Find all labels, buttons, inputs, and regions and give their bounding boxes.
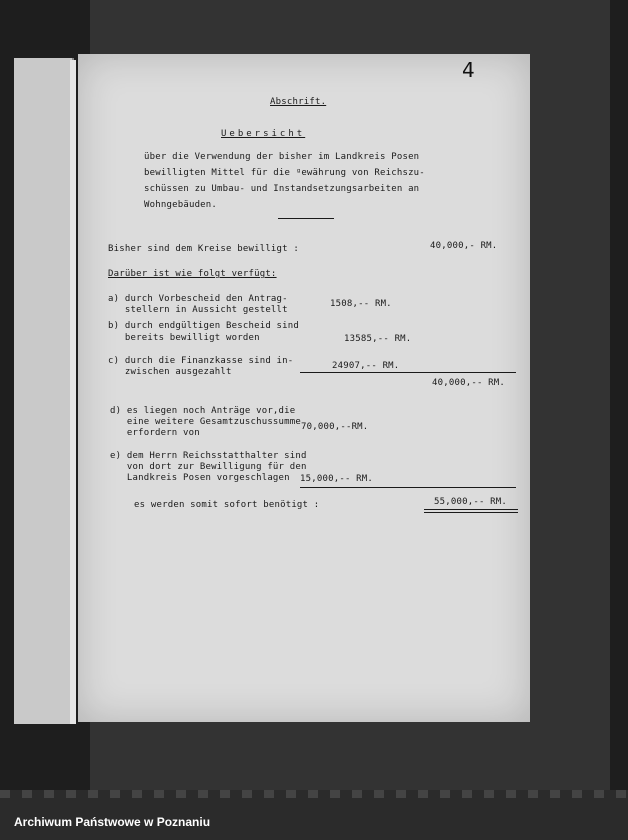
needed-value: 55,000,-- RM. (434, 497, 508, 507)
item-e-line-1: e) dem Herrn Reichsstatthalter sind (110, 451, 307, 461)
intro-line-4: Wohngebäuden. (144, 200, 218, 210)
document-page (78, 54, 530, 722)
item-e-line-3: Landkreis Posen vorgeschlagen (110, 473, 290, 483)
heading: Abschrift. (270, 97, 327, 107)
item-c-line-1: c) durch die Finanzkasse sind in- (108, 356, 294, 366)
item-c-line-2: zwischen ausgezahlt (108, 367, 232, 377)
total-value: 40,000,- RM. (430, 241, 498, 251)
item-d-amount: 70,000,--RM. (301, 422, 369, 432)
item-b-line-2: bereits bewilligt worden (108, 333, 260, 343)
item-b-amount: 13585,-- RM. (344, 334, 412, 344)
item-e-underline (300, 487, 516, 488)
item-e-amount: 15,000,-- RM. (300, 474, 374, 484)
intro-line-3: schüssen zu Umbau- und Instandsetzungsarbeiten an (144, 184, 420, 194)
separator-line (278, 218, 334, 219)
left-page-edge (14, 58, 74, 724)
page-number: 4 (462, 58, 475, 82)
film-strip-edge (0, 790, 628, 798)
intro-line-1: über die Verwendung der bisher im Landkreis Posen (144, 152, 420, 162)
subtotal: 40,000,-- RM. (432, 378, 506, 388)
item-c-underline (300, 372, 516, 373)
needed-label: es werden somit sofort benötigt : (134, 500, 320, 510)
total-label: Bisher sind dem Kreise bewilligt : (108, 244, 300, 254)
section-label: Darüber ist wie folgt verfügt: (108, 269, 277, 279)
item-d-line-1: d) es liegen noch Anträge vor,die (110, 406, 296, 416)
item-c-amount: 24907,-- RM. (332, 361, 400, 371)
item-a-line-1: a) durch Vorbescheid den Antrag- (108, 294, 288, 304)
double-underline-1 (424, 509, 518, 510)
item-e-line-2: von dort zur Bewilligung für den (110, 462, 307, 472)
item-d-line-2: eine weitere Gesamtzuschussumme (110, 417, 302, 427)
item-d-line-3: erfordern von (110, 428, 200, 438)
left-page-margin (70, 60, 76, 724)
item-a-line-2: stellern in Aussicht gestellt (108, 305, 288, 315)
title: Uebersicht (221, 129, 306, 139)
archive-label: Archiwum Państwowe w Poznaniu (14, 815, 211, 829)
double-underline-2 (424, 512, 518, 513)
item-b-line-1: b) durch endgültigen Bescheid sind (108, 321, 300, 331)
item-a-amount: 1508,-- RM. (330, 299, 392, 309)
intro-line-2: bewilligten Mittel für die ᵍewährung von Reichszu- (144, 168, 425, 178)
